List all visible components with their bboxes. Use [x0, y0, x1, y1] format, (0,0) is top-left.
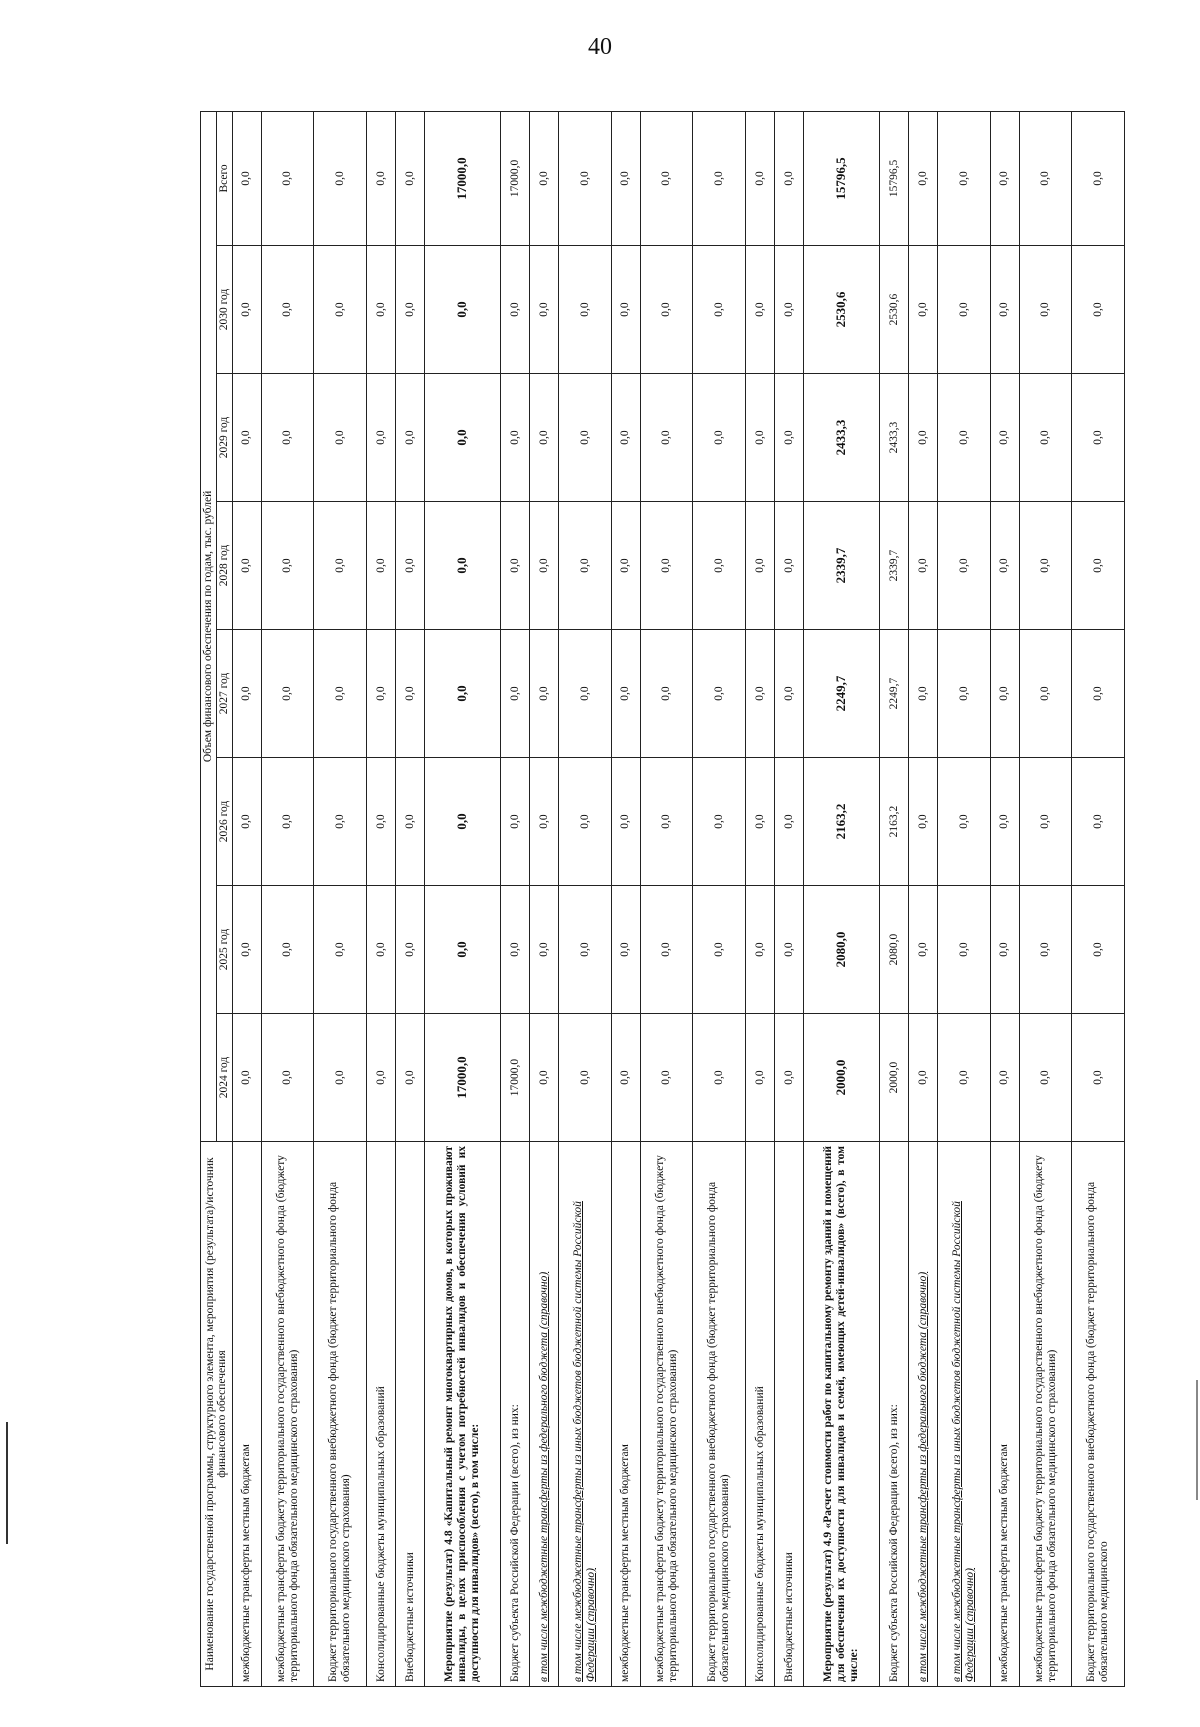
- year-value-cell: 2249,7: [804, 630, 880, 758]
- year-value-cell: 0,0: [559, 630, 612, 758]
- table-row: [611, 111, 640, 1686]
- year-value-cell: 0,0: [366, 630, 395, 758]
- year-value-cell: 0,0: [1072, 502, 1125, 630]
- year-value-cell: 0,0: [1019, 502, 1072, 630]
- table-row: [774, 111, 803, 1686]
- year-value-cell: 2433,3: [804, 374, 880, 502]
- year-value-cell: 0,0: [530, 246, 559, 374]
- year-value-cell: 0,0: [261, 374, 314, 502]
- year-value-cell: 0,0: [501, 886, 530, 1014]
- year-value-cell: 0,0: [774, 630, 803, 758]
- year-value-cell: 0,0: [530, 630, 559, 758]
- year-value-cell: 0,0: [611, 502, 640, 630]
- table-row: [640, 111, 693, 1686]
- year-value-cell: 0,0: [261, 246, 314, 374]
- name-column-header: Наименование государственной программы, структурного элемента, мероприятия (результата)/источник финансового обеспечения: [201, 1142, 233, 1687]
- table-row: [909, 111, 938, 1686]
- total-cell: 0,0: [366, 111, 395, 245]
- year-value-cell: 0,0: [395, 502, 424, 630]
- row-label: межбюджетные трансферты местным бюджетам: [990, 1142, 1019, 1687]
- year-value-cell: 0,0: [1019, 1014, 1072, 1142]
- year-value-cell: 0,0: [366, 374, 395, 502]
- row-label: Бюджет территориального государственного внебюджетного фонда (бюджет территориального фонда обязательного медицинского страхования): [693, 1142, 746, 1687]
- year-value-cell: 0,0: [1019, 246, 1072, 374]
- year-value-cell: 0,0: [611, 374, 640, 502]
- table-row: [314, 111, 367, 1686]
- total-cell: 0,0: [530, 111, 559, 245]
- table-row: [395, 111, 424, 1686]
- year-value-cell: 0,0: [693, 502, 746, 630]
- table-row: [366, 111, 395, 1686]
- year-value-cell: 0,0: [774, 758, 803, 886]
- year-value-cell: 0,0: [909, 246, 938, 374]
- year-header: 2030 год: [216, 246, 232, 374]
- year-value-cell: 0,0: [232, 886, 261, 1014]
- row-label: межбюджетные трансферты бюджету территориального государственного внебюджетного фонда (бюджету территориального фонда обязательного медицинского страхования): [261, 1142, 314, 1687]
- year-value-cell: 0,0: [745, 630, 774, 758]
- year-value-cell: 0,0: [261, 758, 314, 886]
- year-value-cell: 0,0: [693, 1014, 746, 1142]
- year-value-cell: 0,0: [611, 630, 640, 758]
- year-value-cell: 0,0: [938, 374, 991, 502]
- year-value-cell: 0,0: [774, 374, 803, 502]
- year-value-cell: 0,0: [501, 502, 530, 630]
- year-value-cell: 0,0: [774, 502, 803, 630]
- year-header: 2027 год: [216, 630, 232, 758]
- year-value-cell: 0,0: [640, 502, 693, 630]
- year-value-cell: 0,0: [1019, 630, 1072, 758]
- year-value-cell: 0,0: [395, 246, 424, 374]
- year-value-cell: 0,0: [745, 502, 774, 630]
- year-value-cell: 0,0: [693, 630, 746, 758]
- year-value-cell: 0,0: [314, 374, 367, 502]
- year-value-cell: 0,0: [314, 758, 367, 886]
- total-cell: 0,0: [559, 111, 612, 245]
- year-value-cell: 0,0: [314, 630, 367, 758]
- year-value-cell: 0,0: [909, 1014, 938, 1142]
- year-value-cell: 0,0: [640, 886, 693, 1014]
- year-value-cell: 2080,0: [804, 886, 880, 1014]
- total-cell: 15796,5: [804, 111, 880, 245]
- row-label: Бюджет субъекта Российской Федерации (всего), из них:: [880, 1142, 909, 1687]
- year-value-cell: 0,0: [366, 1014, 395, 1142]
- year-value-cell: 0,0: [395, 886, 424, 1014]
- year-value-cell: 0,0: [425, 758, 501, 886]
- year-value-cell: 0,0: [990, 502, 1019, 630]
- table-body: [232, 111, 1124, 1686]
- year-header: 2029 год: [216, 374, 232, 502]
- year-value-cell: 0,0: [559, 1014, 612, 1142]
- year-value-cell: 2530,6: [880, 246, 909, 374]
- year-value-cell: 0,0: [938, 758, 991, 886]
- year-value-cell: 17000,0: [425, 1014, 501, 1142]
- row-label: Внебюджетные источники: [395, 1142, 424, 1687]
- year-value-cell: 0,0: [314, 886, 367, 1014]
- row-label: Консолидированные бюджеты муниципальных образований: [366, 1142, 395, 1687]
- table-row: [880, 111, 909, 1686]
- year-value-cell: 0,0: [693, 374, 746, 502]
- year-value-cell: 0,0: [611, 886, 640, 1014]
- year-value-cell: 0,0: [1072, 886, 1125, 1014]
- year-value-cell: 0,0: [693, 886, 746, 1014]
- total-cell: 0,0: [938, 111, 991, 245]
- year-value-cell: 0,0: [1072, 246, 1125, 374]
- table-row: [990, 111, 1019, 1686]
- year-value-cell: 0,0: [559, 246, 612, 374]
- row-label: Бюджет субъекта Российской Федерации (всего), из них:: [501, 1142, 530, 1687]
- year-value-cell: 0,0: [611, 246, 640, 374]
- row-label: межбюджетные трансферты бюджету территориального государственного внебюджетного фонда (бюджету территориального фонда обязательного медицинского страхования): [1019, 1142, 1072, 1687]
- row-label: Мероприятие (результат) 4.8 «Капитальный ремонт многоквартирных домов, в которых проживают инвалиды, в целях приспособления с учетом потребностей инвалидов и обеспечения условий их доступности для инвалидов» (всего), в том числе:: [425, 1142, 501, 1687]
- year-value-cell: 0,0: [990, 886, 1019, 1014]
- year-value-cell: 0,0: [938, 502, 991, 630]
- row-label: в том числе межбюджетные трансферты из федерального бюджета (справочно): [909, 1142, 938, 1687]
- year-value-cell: 0,0: [745, 886, 774, 1014]
- year-value-cell: 0,0: [261, 502, 314, 630]
- year-value-cell: 2530,6: [804, 246, 880, 374]
- year-value-cell: 0,0: [990, 630, 1019, 758]
- year-value-cell: 0,0: [314, 246, 367, 374]
- total-cell: 15796,5: [880, 111, 909, 245]
- year-value-cell: 0,0: [314, 1014, 367, 1142]
- year-value-cell: 0,0: [990, 374, 1019, 502]
- year-value-cell: 0,0: [232, 374, 261, 502]
- year-value-cell: 0,0: [425, 886, 501, 1014]
- total-cell: 0,0: [1072, 111, 1125, 245]
- year-value-cell: 0,0: [774, 246, 803, 374]
- year-value-cell: 0,0: [559, 502, 612, 630]
- total-cell: 0,0: [314, 111, 367, 245]
- year-value-cell: 0,0: [990, 246, 1019, 374]
- table-row: [693, 111, 746, 1686]
- year-value-cell: 0,0: [501, 630, 530, 758]
- total-cell: 0,0: [909, 111, 938, 245]
- table-row: [261, 111, 314, 1686]
- year-value-cell: 0,0: [232, 1014, 261, 1142]
- total-cell: 0,0: [611, 111, 640, 245]
- year-value-cell: 0,0: [640, 630, 693, 758]
- year-value-cell: 0,0: [425, 502, 501, 630]
- year-value-cell: 0,0: [640, 246, 693, 374]
- year-value-cell: 2433,3: [880, 374, 909, 502]
- total-cell: 17000,0: [425, 111, 501, 245]
- row-label: Консолидированные бюджеты муниципальных образований: [745, 1142, 774, 1687]
- year-value-cell: 0,0: [640, 1014, 693, 1142]
- year-value-cell: 2080,0: [880, 886, 909, 1014]
- row-label: Бюджет территориального государственного внебюджетного фонда (бюджет территориального фонда обязательного медицинского: [1072, 1142, 1125, 1687]
- year-value-cell: 0,0: [232, 630, 261, 758]
- table-row: [501, 111, 530, 1686]
- year-header: 2025 год: [216, 886, 232, 1014]
- total-cell: 0,0: [990, 111, 1019, 245]
- year-value-cell: 0,0: [1019, 758, 1072, 886]
- year-value-cell: 0,0: [640, 374, 693, 502]
- funding-group-header: Объем финансового обеспечения по годам, тыс. рублей: [201, 111, 217, 1141]
- total-cell: 17000,0: [501, 111, 530, 245]
- year-value-cell: 0,0: [1072, 374, 1125, 502]
- year-value-cell: 0,0: [909, 758, 938, 886]
- year-value-cell: 0,0: [395, 1014, 424, 1142]
- year-value-cell: 0,0: [425, 374, 501, 502]
- year-value-cell: 0,0: [501, 246, 530, 374]
- table-row: [745, 111, 774, 1686]
- year-value-cell: 0,0: [366, 758, 395, 886]
- row-label: межбюджетные трансферты бюджету территориального государственного внебюджетного фонда (бюджету территориального фонда обязательного медицинского страхования): [640, 1142, 693, 1687]
- year-value-cell: 0,0: [530, 502, 559, 630]
- year-value-cell: 0,0: [745, 1014, 774, 1142]
- year-header: 2024 год: [216, 1014, 232, 1142]
- year-value-cell: 0,0: [774, 1014, 803, 1142]
- year-value-cell: 0,0: [909, 886, 938, 1014]
- year-value-cell: 0,0: [774, 886, 803, 1014]
- year-value-cell: 0,0: [366, 246, 395, 374]
- year-value-cell: 2339,7: [880, 502, 909, 630]
- year-value-cell: 0,0: [1072, 630, 1125, 758]
- scan-streak: [1196, 1380, 1198, 1500]
- year-value-cell: 0,0: [938, 886, 991, 1014]
- year-header: 2028 год: [216, 502, 232, 630]
- year-value-cell: 0,0: [366, 886, 395, 1014]
- year-value-cell: 0,0: [261, 1014, 314, 1142]
- year-value-cell: 0,0: [938, 246, 991, 374]
- year-value-cell: 0,0: [1072, 758, 1125, 886]
- year-value-cell: 0,0: [559, 758, 612, 886]
- year-value-cell: 0,0: [261, 886, 314, 1014]
- year-value-cell: 2339,7: [804, 502, 880, 630]
- year-value-cell: 0,0: [745, 374, 774, 502]
- year-value-cell: 0,0: [261, 630, 314, 758]
- year-header: 2026 год: [216, 758, 232, 886]
- year-value-cell: 0,0: [640, 758, 693, 886]
- total-cell: 0,0: [395, 111, 424, 245]
- table-row: [938, 111, 991, 1686]
- year-value-cell: 0,0: [990, 758, 1019, 886]
- total-header: Всего: [216, 111, 232, 245]
- year-value-cell: 0,0: [232, 502, 261, 630]
- binding-mark: [6, 1422, 8, 1544]
- row-label: межбюджетные трансферты местным бюджетам: [611, 1142, 640, 1687]
- year-value-cell: 0,0: [1019, 374, 1072, 502]
- rotated-table-container: [200, 112, 1125, 1687]
- year-value-cell: 0,0: [745, 758, 774, 886]
- year-value-cell: 0,0: [909, 502, 938, 630]
- row-label: межбюджетные трансферты местным бюджетам: [232, 1142, 261, 1687]
- row-label: Внебюджетные источники: [774, 1142, 803, 1687]
- year-value-cell: 0,0: [232, 758, 261, 886]
- year-value-cell: 0,0: [990, 1014, 1019, 1142]
- year-value-cell: 0,0: [693, 246, 746, 374]
- year-value-cell: 0,0: [611, 1014, 640, 1142]
- row-label: Мероприятие (результат) 4.9 «Расчет стоимости работ по капитальному ремонту зданий и помещений для обеспечения их доступности для инвалидов и семей, имеющих детей-инвалидов» (всего), в том числе:: [804, 1142, 880, 1687]
- year-value-cell: 0,0: [530, 374, 559, 502]
- year-value-cell: 2163,2: [880, 758, 909, 886]
- table-row: [1072, 111, 1125, 1686]
- page-number: 40: [588, 34, 612, 60]
- header-row-group: [201, 111, 217, 1686]
- year-value-cell: 2000,0: [804, 1014, 880, 1142]
- year-value-cell: 0,0: [395, 630, 424, 758]
- year-value-cell: 0,0: [366, 502, 395, 630]
- year-value-cell: 0,0: [909, 630, 938, 758]
- table-row: [530, 111, 559, 1686]
- year-value-cell: 0,0: [693, 758, 746, 886]
- year-value-cell: 0,0: [530, 886, 559, 1014]
- row-label: в том числе межбюджетные трансферты из иных бюджетов бюджетной системы Российской Федерации (справочно): [938, 1142, 991, 1687]
- table-row: [425, 111, 501, 1686]
- row-label: Бюджет территориального государственного внебюджетного фонда (бюджет территориального фонда обязательного медицинского страхования): [314, 1142, 367, 1687]
- table-row: [559, 111, 612, 1686]
- total-cell: 0,0: [640, 111, 693, 245]
- year-value-cell: 0,0: [1019, 886, 1072, 1014]
- year-value-cell: 0,0: [1072, 1014, 1125, 1142]
- year-value-cell: 0,0: [501, 758, 530, 886]
- total-cell: 0,0: [261, 111, 314, 245]
- budget-table: [200, 111, 1125, 1687]
- year-value-cell: 0,0: [530, 1014, 559, 1142]
- year-value-cell: 0,0: [314, 502, 367, 630]
- year-value-cell: 0,0: [909, 374, 938, 502]
- year-value-cell: 0,0: [425, 630, 501, 758]
- year-value-cell: 0,0: [938, 1014, 991, 1142]
- year-value-cell: 2000,0: [880, 1014, 909, 1142]
- total-cell: 0,0: [745, 111, 774, 245]
- year-value-cell: 0,0: [611, 758, 640, 886]
- year-value-cell: 0,0: [559, 886, 612, 1014]
- year-value-cell: 0,0: [501, 374, 530, 502]
- table-row: [804, 111, 880, 1686]
- year-value-cell: 2249,7: [880, 630, 909, 758]
- total-cell: 0,0: [693, 111, 746, 245]
- year-value-cell: 0,0: [425, 246, 501, 374]
- total-cell: 0,0: [1019, 111, 1072, 245]
- year-value-cell: 0,0: [559, 374, 612, 502]
- year-value-cell: 17000,0: [501, 1014, 530, 1142]
- year-value-cell: 0,0: [530, 758, 559, 886]
- table-row: [232, 111, 261, 1686]
- total-cell: 0,0: [232, 111, 261, 245]
- year-value-cell: 0,0: [938, 630, 991, 758]
- table-row: [1019, 111, 1072, 1686]
- total-cell: 0,0: [774, 111, 803, 245]
- year-value-cell: 0,0: [232, 246, 261, 374]
- year-value-cell: 0,0: [395, 374, 424, 502]
- row-label: в том числе межбюджетные трансферты из иных бюджетов бюджетной системы Российской Федерации (справочно): [559, 1142, 612, 1687]
- year-value-cell: 0,0: [745, 246, 774, 374]
- year-value-cell: 2163,2: [804, 758, 880, 886]
- year-value-cell: 0,0: [395, 758, 424, 886]
- row-label: в том числе межбюджетные трансферты из федерального бюджета (справочно): [530, 1142, 559, 1687]
